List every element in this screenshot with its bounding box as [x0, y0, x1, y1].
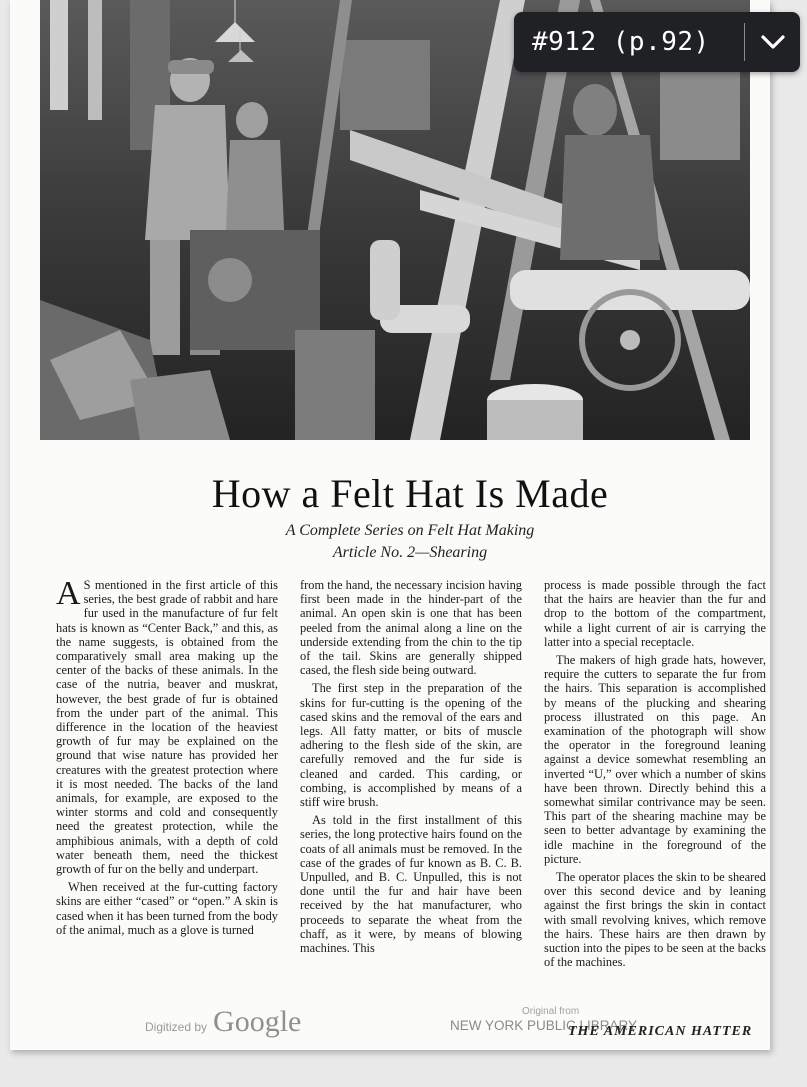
- paragraph: from the hand, the necessary incision having first been made in the hinder-part of the animal. An open skin is one that has been peeled from the animal along a line on the underside extending from the chin to the tip of the tail. Skins are generally shipped cased, the flesh side being outward.: [300, 578, 522, 678]
- digitized-by-label: Digitized by: [145, 1020, 208, 1034]
- article-column-1: [56, 575, 278, 937]
- article-title: How a Felt Hat Is Made: [211, 471, 609, 516]
- original-from-label: Original from: [522, 1006, 580, 1017]
- google-logo: Google: [213, 1005, 302, 1038]
- paragraph: process is made possible through the fact that the hairs are heavier than the fur and drop to the bottom of the compartment, while a light current of air is carrying the latter into a special receptacle.: [544, 578, 766, 649]
- paragraph: When received at the fur-cutting factory skins are either “cased” or “open.” A skin is cased when it has been turned from the body of the animal, much as a glove is turned: [56, 880, 278, 937]
- paragraph: As told in the first installment of this series, the long protective hairs found on the coats of all animals must be removed. In the case of the grades of fur known as B. C. B. Unpulled, and B. C. Unpulled, this is not done until the fur and hair have been received by the hat manufacturer, who proceeds to separate the wheat from the chaff, as it were, by means of blowing machines. This: [300, 813, 522, 956]
- article-column-3: [544, 578, 766, 969]
- chevron-down-glyph: [760, 34, 786, 50]
- digitized-by-google: [145, 1005, 301, 1039]
- running-footer: THE AMERICAN HATTER: [568, 1024, 753, 1039]
- paragraph: The first step in the preparation of the skins for fur-cutting is the opening of the cased skins and the removal of the ears and legs. All fatty matter, or bits of muscle adhering to the flesh side of the skin, are carefully removed and the fur side is cleaned and carded. This carding, or combing, is accomplished by means of a stiff wire brush.: [300, 681, 522, 810]
- article-number: Article No. 2—Shearing: [332, 544, 488, 561]
- chevron-down-icon[interactable]: [745, 12, 800, 72]
- page-indicator-label: #912 (p.92): [532, 27, 710, 57]
- paragraph: A S mentioned in the first article of this series, the best grade of rabbit and hare fur used in the manufacture of fur felt hats is known as “Center Back,” and this, as the name suggests, is obtained from the comparatively small area making up the center of the backs of these animals. In the case of the nutria, beaver and muskrat, however, the best grade of fur is obtained from the under part of the animal. This difference in the location of the heaviest growth of fur may be explained on the ground that wise nature has provided her creatures with the greatest protection where it is most needed. The backs of the land animals, for example, are exposed to the winter storms and cold and consequently need the greatest protection, while the amphibious animals, with a depth of cold water beneath them, need the thickest growth of fur on the belly and underpart.: [56, 575, 278, 877]
- drop-cap: A: [56, 575, 81, 612]
- paragraph: The makers of high grade hats, however, require the cutters to separate the fur from the hairs. This separation is accomplished by means of the plucking and shearing process illustrated on this page. An examination of the photograph will show the operator in the foreground leaning against a device somewhat resembling an inverted “U,” over which a number of skins have been thrown. Directly behind this a somewhat similar contrivance may be seen. This part of the shearing machine may be seen to better advantage by examining the idle machine in the foreground of the picture.: [544, 653, 766, 866]
- paragraph: The operator places the skin to be sheared over this second device and by leaning against the first brings the skin in contact with small revolving knives, which remove the hairs. These hairs are then drawn by suction into the pipes to be seen at the backs of the machines.: [544, 870, 766, 970]
- article-column-2: [300, 578, 522, 955]
- magazine-page: [10, 0, 770, 1050]
- page-indicator[interactable]: [514, 12, 800, 72]
- library-credit: NEW YORK PUBLIC LIBRARY: [450, 1018, 638, 1033]
- article-subtitle: A Complete Series on Felt Hat Making: [285, 522, 535, 539]
